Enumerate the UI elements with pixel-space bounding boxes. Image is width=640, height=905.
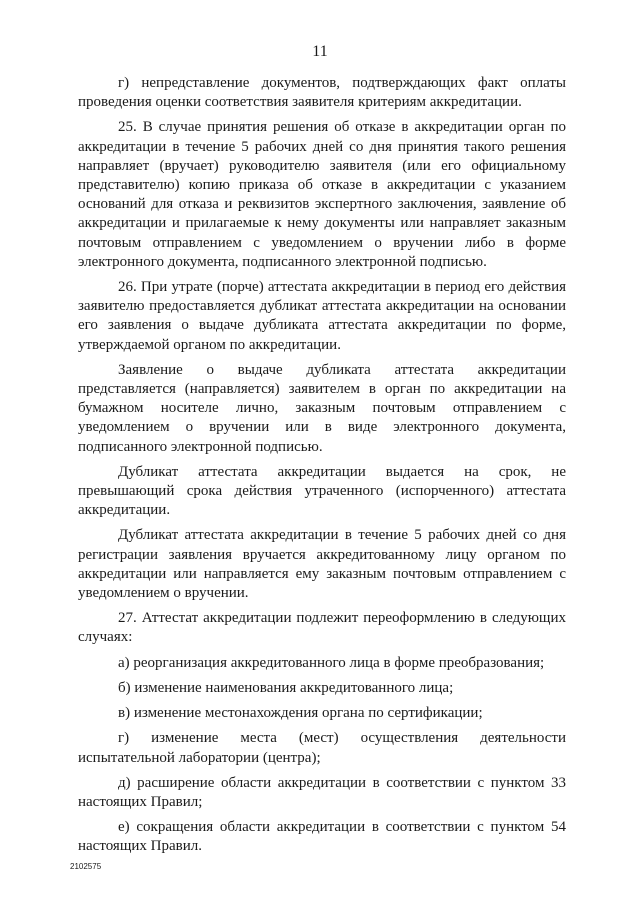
page-number: 11 [312,43,328,60]
paragraph-26: 26. При утрате (порче) аттестата аккредитации в период его действия заявителю предоставляется дубликат аттестата аккредитации на основании его заявления о выдаче дубликата аттестата аккредитации по форме, утверждаемой органом по аккредитации. [78,279,566,353]
list-item-b: б) изменение наименования аккредитованного лица; [118,679,454,696]
paragraph-duplicate-delivery: Дубликат аттестата аккредитации в течение 5 рабочих дней со дня регистрации заявления вручается аккредитованному лицу органом по аккредитации или направляется ему заказным почтовым отправлением с уведомлением о вручении. [78,527,566,602]
list-item-g: г) изменение места (мест) осуществления деятельности испытательной лаборатории (центра); [78,730,566,766]
paragraph-27: 27. Аттестат аккредитации подлежит переоформлению в следующих случаях: [78,610,566,646]
list-item-e: е) сокращения области аккредитации в соответствии с пунктом 54 настоящих Правил. [78,819,566,855]
paragraph-25: 25. В случае принятия решения об отказе в аккредитации орган по аккредитации в течение 5 рабочих дней со дня принятия такого решения направляет (вручает) руководителю заявителя (или его официальному представителю) копию приказа об отказе в аккредитации с указанием оснований для отказа и реквизитов экспертного заключения, заявление об аккредитации и прилагаемые к нему документы или направляет заказным почтовым отправлением с уведомлением о вручении либо в форме электронного документа, подписанного электронной подписью. [78,119,566,270]
document-body [78,74,566,857]
document-code: 2102575 [70,862,102,871]
list-item-d: д) расширение области аккредитации в соответствии с пунктом 33 настоящих Правил; [78,774,566,810]
paragraph-item-g: г) непредставление документов, подтверждающих факт оплаты проведения оценки соответствия заявителя критериям аккредитации. [78,75,566,111]
paragraph-duplicate-term: Дубликат аттестата аккредитации выдается на срок, не превышающий срока действия утраченного (испорченного) аттестата аккредитации. [78,463,566,519]
list-item-a: а) реорганизация аккредитованного лица в форме преобразования; [118,654,545,671]
paragraph-duplicate-application: Заявление о выдаче дубликата аттестата аккредитации представляется (направляется) заявителем в орган по аккредитации на бумажном носителе лично, заказным почтовым отправлением с уведомлением о вручении или в виде электронного документа, подписанного электронной подписью. [78,361,566,455]
list-item-v: в) изменение местонахождения органа по сертификации; [118,705,483,722]
